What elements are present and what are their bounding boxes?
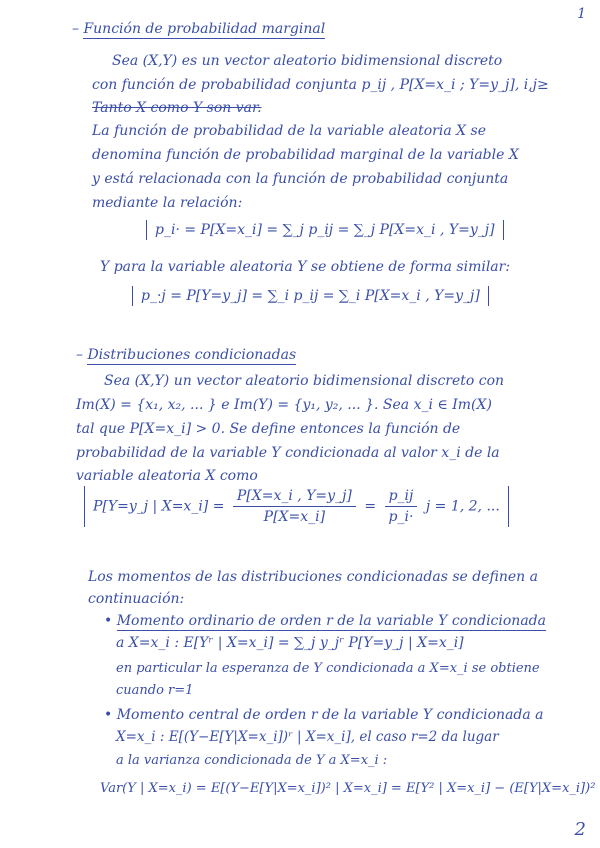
text-line: La función de probabilidad de la variable aleatoria X se <box>92 123 487 139</box>
text-line: con función de probabilidad conjunta p_ij , P[X=x_i ; Y=y_j], i,j≥ <box>92 77 549 93</box>
text-line: Sea (X,Y) un vector aleatorio bidimensional discreto con <box>104 373 505 389</box>
conditional-variance-formula: Var(Y | X=x_i) = E[(Y−E[Y|X=x_i])² | X=x_i] = E[Y² | X=x_i] − (E[Y|X=x_i])² <box>100 781 596 796</box>
conditional-fraction-pij <box>385 486 418 527</box>
text-line: probabilidad de la variable Y condicionada al valor x_i de la <box>76 445 500 461</box>
text-line: y está relacionada con la función de probabilidad conjunta <box>92 171 509 187</box>
central-moment-formula: X=x_i : E[(Y−E[Y|X=x_i])ʳ | X=x_i], el caso r=2 da lugar <box>116 729 499 745</box>
equals-sign: = <box>364 498 377 515</box>
text-line: denomina función de probabilidad marginal de la variable X <box>92 147 519 163</box>
text-line: cuando r=1 <box>116 683 194 698</box>
fraction-numerator: P[X=x_i , Y=y_j] <box>233 486 356 507</box>
fraction-numerator: p_ij <box>385 486 418 507</box>
conditional-formula-left: P[Y=y_j | X=x_i] = <box>93 498 225 515</box>
section-conditional-title: – Distribuciones condicionadas <box>76 347 297 363</box>
marginal-x-formula: p_i· = P[X=x_i] = ∑_j p_ij = ∑_j P[X=x_i , Y=y_j] <box>146 220 504 240</box>
text-line: Sea (X,Y) es un vector aleatorio bidimensional discreto <box>112 53 503 69</box>
bullet-central-moment: • Momento central de orden r de la variable Y condicionada a <box>104 707 544 723</box>
fraction-denominator: p_i· <box>388 509 414 525</box>
text-line-struck: Tanto X como Y son var. <box>92 100 262 116</box>
text-line: Los momentos de las distribuciones condicionadas se definen a <box>88 569 538 585</box>
marginal-y-formula: p_·j = P[Y=y_j] = ∑_i p_ij = ∑_i P[X=x_i , Y=y_j] <box>132 286 489 306</box>
conditional-formula <box>84 486 509 527</box>
index-range: j = 1, 2, ... <box>425 498 500 515</box>
text-line: tal que P[X=x_i] > 0. Se define entonces la función de <box>76 421 461 437</box>
ordinary-moment-formula: a X=x_i : E[Yʳ | X=x_i] = ∑_j y_jʳ P[Y=y_j | X=x_i] <box>116 635 464 651</box>
fraction-denominator: P[X=x_i] <box>263 509 326 525</box>
section-marginal-title: – Función de probabilidad marginal <box>72 21 326 37</box>
text-line: mediante la relación: <box>92 195 243 211</box>
text-line: a la varianza condicionada de Y a X=x_i : <box>116 753 388 768</box>
text-line: Im(X) = {x₁, x₂, ... } e Im(Y) = {y₁, y₂, ... }. Sea x_i ∈ Im(X) <box>76 397 492 413</box>
corner-mark: 1 <box>577 6 586 22</box>
conditional-fraction <box>233 486 356 527</box>
text-line: Y para la variable aleatoria Y se obtiene de forma similar: <box>100 259 511 275</box>
text-line: en particular la esperanza de Y condicionada a X=x_i se obtiene <box>116 661 540 676</box>
page-number: 2 <box>574 819 586 840</box>
text-line: continuación: <box>88 591 185 607</box>
text-line: variable aleatoria X como <box>76 468 258 484</box>
bullet-ordinary-moment: • Momento ordinario de orden r de la variable Y condicionada <box>104 613 546 629</box>
